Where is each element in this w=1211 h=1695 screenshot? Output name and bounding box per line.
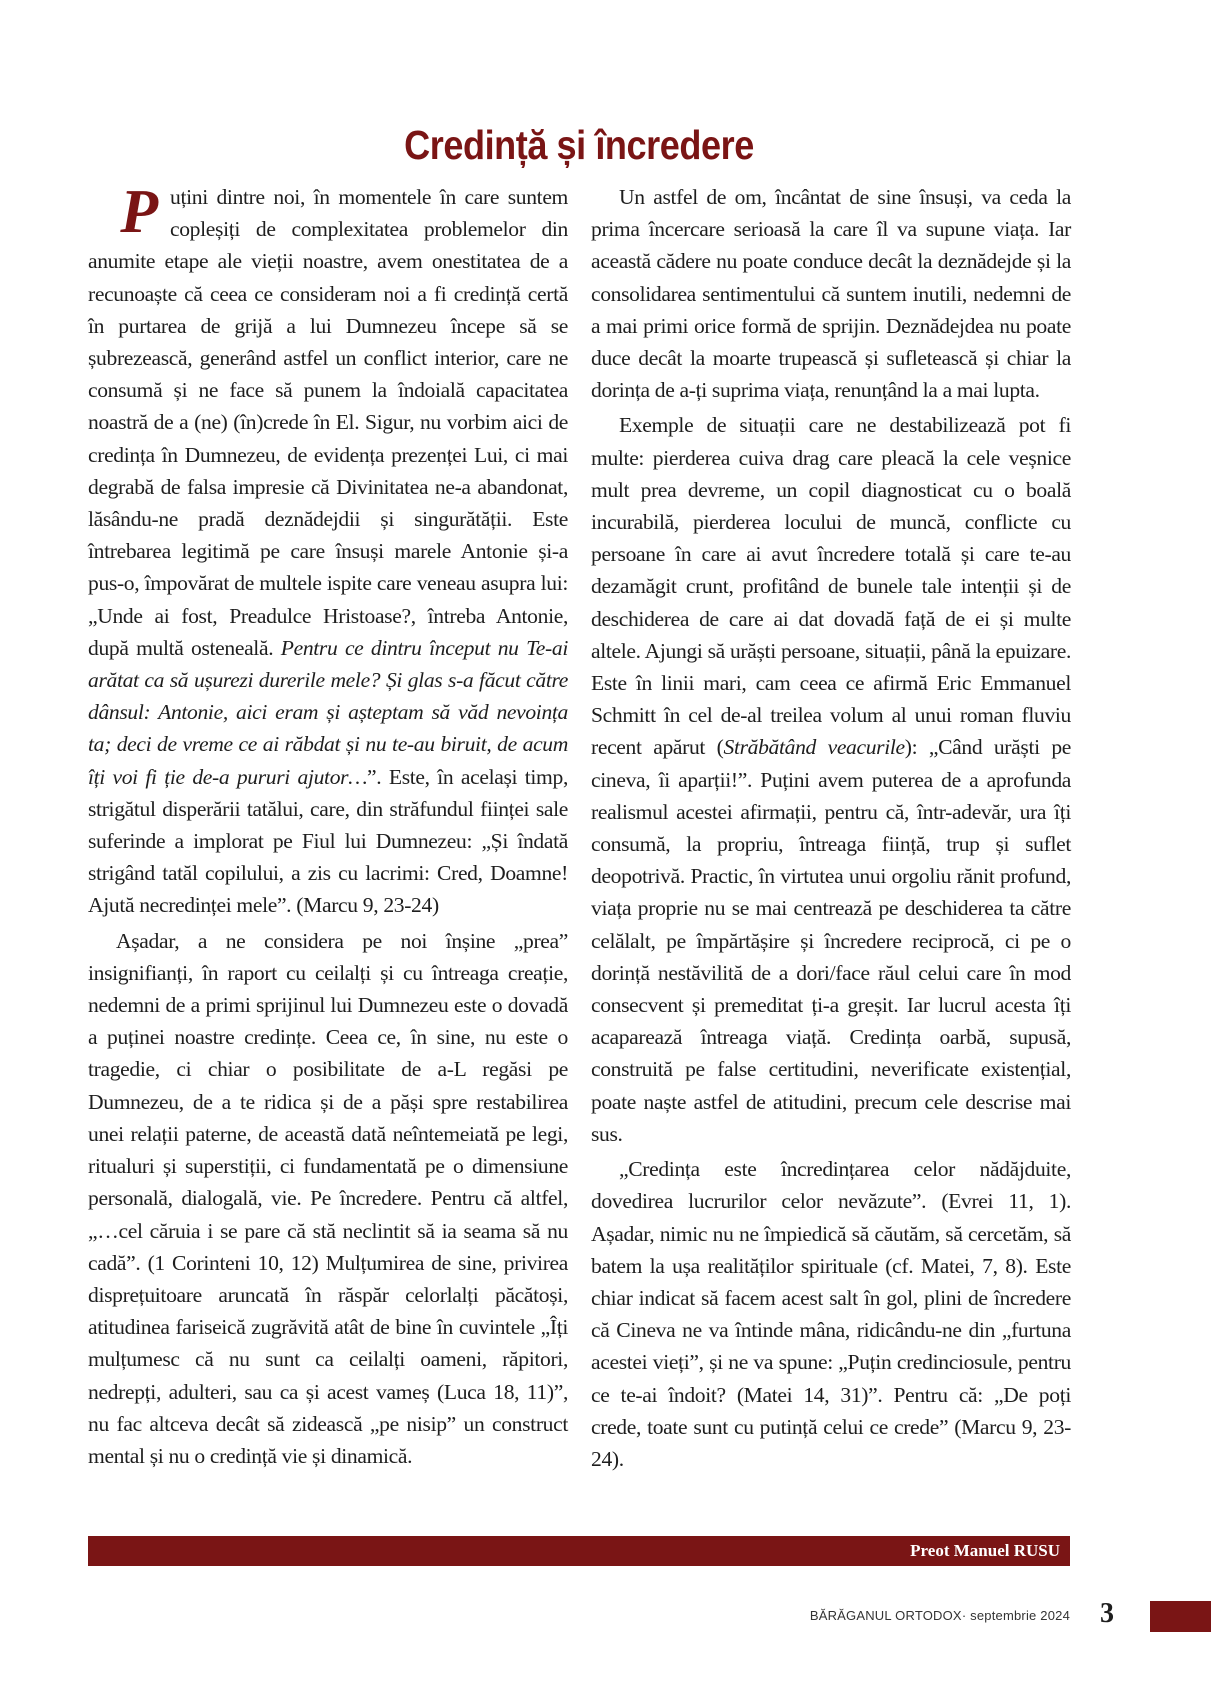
paragraph-1-end: ”. Este, în același timp, strigătul disperării tatălui, care, din străfundul ființei sale suferinde a implorat pe Fiul lui Dumnezeu: „Și îndată strigând tatăl copilului, a zis cu lacrimi: Cred, Doamne! Ajută necredinței mele”. (Marcu 9, 23-24): [88, 764, 568, 918]
footer-separator: ·: [961, 1608, 967, 1623]
page-tab-decoration: [1150, 1601, 1211, 1632]
article-title: Credință și încredere: [404, 122, 754, 168]
paragraph-1-quote: Pentru ce dintru început nu Te-ai arătat ca să ușurezi durerile mele? Și glas s-a făcut către dânsul: Antonie, aici eram și așteptam să văd nevoința ta; deci de vreme ce ai răbdat și nu te-au biruit, de acum îți voi fi ție de-a pururi ajutor…: [88, 635, 568, 789]
author-bar: [88, 1536, 1070, 1566]
paragraph-4-end: ): „Când urăști pe cineva, îi aparții!”. Puțini avem puterea de a aprofunda realismul acestei afirmații, pentru că, într-adevăr, ura îți consumă, la propriu, întreaga ființă, trup și suflet deopotrivă. Practic, în virtutea unui orgoliu rănit profund, viața proprie nu se mai centrează pe deschiderea ta către celălalt, pe împărtășire și încredere reciprocă, ci pe o dorință nestăvilită de a dori/face răul celui care în mod consecvent și premeditat ți-a greșit. Iar lucrul acesta îți acaparează întreaga viață. Credința oarbă, supusă, construită pe false certitudini, neverificate existențial, poate naște astfel de atitudini, precum cele descrise mai sus.: [591, 735, 1072, 1146]
paragraph-1-text: uțini dintre noi, în momentele în care suntem copleșiți de complexitatea problemelor din anumite etape ale vieții noastre, avem onestitatea de a recunoaște că ceea ce consideram noi a fi credință certă în purtarea de grijă a lui Dumnezeu începe să se șubrezească, generând astfel un conflict interior, care ne consumă și ne face să punem la îndoială capacitatea noastră de a (ne) (în)crede în El. Sigur, nu vorbim aici de credința în Dumnezeu, de evidența prezenței Lui, ci mai degrabă de falsa impresie că Divinitatea ne-a abandonat, lăsându-ne pradă deznădejdii și singurătății. Este întrebarea legitimă pe care însuși marele Antonie și-a pus-o, împovărat de multele ispite care veneau asupra lui: „Unde ai fost, Preadulce Hristoase?, întreba Antonie, după multă osteneală.: [88, 185, 568, 660]
paragraph-1: [88, 178, 568, 922]
paragraph-3: Un astfel de om, încântat de sine însuși, va ceda la prima încercare serioasă la care îl va supune viața. Iar această cădere nu poate conduce decât la deznădejde și la consolidarea sentimentului că suntem inutili, nedemni de a mai primi orice formă de sprijin. Deznădejdea nu poate duce decât la moarte trupească și sufletească și chiar la dorința de a-ți suprima viața, renunțând la a mai lupta.: [591, 185, 1071, 403]
page-number: 3: [1100, 1598, 1114, 1629]
issue-date: septembrie 2024: [970, 1608, 1070, 1623]
paragraph-4-start: Exemple de situații care ne destabilizează pot fi multe: pierderea cuiva drag care pleacă la cele veșnice mult prea devreme, un copil diagnosticat cu o boală incurabilă, pierderea locului de muncă, conflicte cu persoane în care ai avut încredere totală și care te-au dezamăgit crunt, profitând de bunele tale intenții și de deschiderea de care ai dat dovadă față de ei și multe altele. Ajungi să urăști persoane, situații, până la epuizare. Este în linii mari, cam ceea ce afirmă Eric Emmanuel Schmitt în cel de-al treilea volum al unui roman fluviu recent apărut (: [591, 413, 1071, 760]
paragraph-4: [591, 409, 1071, 1150]
author-name: Preot Manuel RUSU: [910, 1541, 1060, 1560]
paragraph-5: „Credința este încredințarea celor nădăjduite, dovedirea lucrurilor celor nevăzute”. (Evrei 11, 1). Așadar, nimic nu ne împiedică să căutăm, să cercetăm, să batem la ușa realităților spirituale (cf. Matei, 7, 8). Este chiar indicat să facem acest salt în gol, plini de încredere că Cineva ne va întinde mâna, ridicându-ne din „furtuna acestei vieți”, și ne va spune: „Puțin credinciosule, pentru ce te-ai îndoit? (Matei 14, 31)”. Pentru că: „De poți crede, toate sunt cu putință celui ce crede” (Marcu 9, 23-24).: [591, 1157, 1071, 1471]
right-column: [591, 181, 1071, 1475]
left-column: [88, 178, 568, 1472]
dropcap-letter: P: [120, 178, 158, 246]
footer: [780, 1608, 1070, 1623]
publication-name: BĂRĂGANUL ORTODOX: [809, 1608, 962, 1623]
book-title: Străbătând veacurile: [723, 735, 905, 760]
paragraph-2: Așadar, a ne considera pe noi înșine „prea” insignifianți, în raport cu ceilalți și cu întreaga creație, nedemni de a primi sprijinul lui Dumnezeu este o dovadă a puținei noastre credințe. Ceea ce, în sine, nu este o tragedie, ci chiar o posibilitate de a-L regăsi pe Dumnezeu, de a te ridica și de a păși spre restabilirea unei relații paterne, de această dată neîntemeiată pe legi, ritualuri și superstiții, ci fundamentată pe o dimensiune personală, dialogală, vie. Pe încredere. Pentru că altfel, „…cel căruia i se pare că stă neclintit să ia seama să nu cadă”. (1 Corinteni 10, 12) Mulțumirea de sine, privirea disprețuitoare aruncată în răspăr celorlalți păcătoși, atitudinea fariseică zugrăvită atât de bine în cuvintele „Îți mulțumesc că nu sunt ca ceilalți oameni, răpitori, nedrepți, adulteri, sau ca și acest vameș (Luca 18, 11)”, nu fac altceva decât să zidească „pe nisip” un construct mental și nu o credință vie și dinamică.: [88, 928, 568, 1468]
